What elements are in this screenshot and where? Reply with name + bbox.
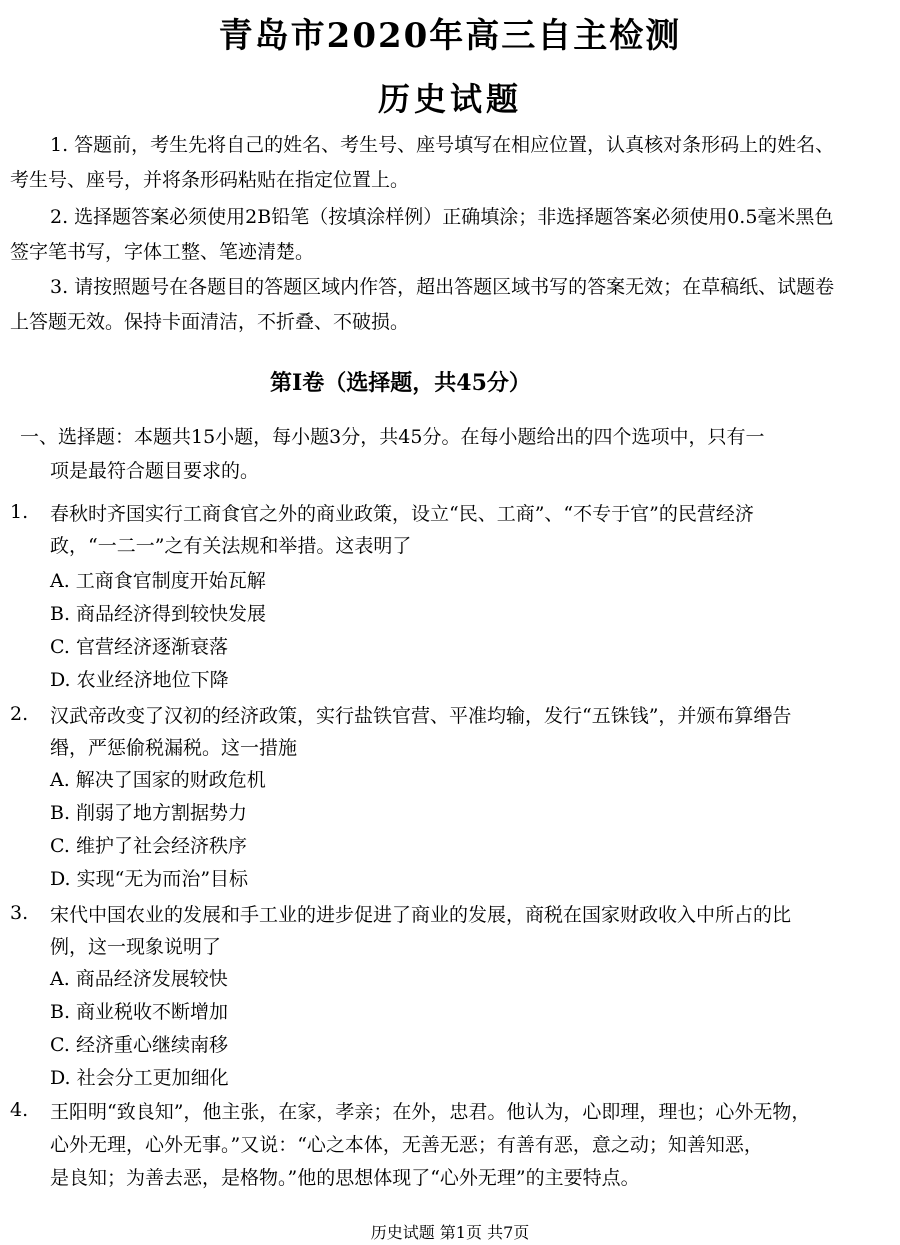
page-footer: 历史试题 第1页 共7页 [370, 1223, 530, 1242]
question-3-option-d: D. 社会分工更加细化 [50, 1067, 229, 1089]
question-2-option-b: B. 削弱了地方割据势力 [50, 802, 248, 824]
question-1-option-d: D. 农业经济地位下降 [50, 669, 229, 691]
question-3-option-b: B. 商业税收不断增加 [50, 1001, 229, 1023]
question-1-option-a: A. 工商食官制度开始瓦解 [50, 570, 266, 592]
section-intro-line2: 项是最符合题目要求的。 [50, 460, 260, 482]
exam-title: 青岛市2020年高三自主检测 [218, 16, 682, 56]
question-4-number: 4. [10, 1099, 29, 1121]
instruction-1: 1. 答题前，考生先将自己的姓名、考生号、座号填写在相应位置，认真核对条形码上的姓名、考生号、座号，并将条形码粘贴在指定位置上。 [10, 134, 835, 191]
question-1-option-b: B. 商品经济得到较快发展 [50, 603, 267, 625]
question-4-stem-line1: 王阳明“致良知”，他主张，在家，孝亲；在外，忠君。他认为，心即理，理也；心外无物， [50, 1101, 811, 1123]
question-3-option-c: C. 经济重心继续南移 [50, 1034, 228, 1056]
question-1-option-c: C. 官营经济逐渐衰落 [50, 636, 228, 658]
question-3-option-a: A. 商品经济发展较快 [50, 968, 228, 990]
question-4-stem-line2: 心外无理，心外无事。”又说：“心之本体，无善无恶；有善有恶，意之动；知善知恶， [50, 1134, 763, 1156]
question-3-stem-line2: 例，这一现象说明了 [50, 936, 222, 958]
question-3-number: 3. [10, 902, 29, 924]
question-2-number: 2. [10, 703, 29, 725]
question-1-number: 1. [10, 501, 29, 523]
section-title: 第I卷（选择题，共45分） [270, 370, 531, 396]
question-2-option-a: A. 解决了国家的财政危机 [50, 769, 266, 791]
question-1-stem-line2: 政，“一二一”之有关法规和举措。这表明了 [50, 535, 412, 557]
exam-subtitle: 历史试题 [377, 80, 522, 118]
question-2-stem-line1: 汉武帝改变了汉初的经济政策，实行盐铁官营、平准均输，发行“五铢钱”，并颁布算缗告 [50, 705, 792, 727]
question-3-stem-line1: 宋代中国农业的发展和手工业的进步促进了商业的发展，商税在国家财政收入中所占的比 [50, 904, 792, 926]
instruction-3: 3. 请按照题号在各题目的答题区域内作答，超出答题区域书写的答案无效；在草稿纸、试题卷上答题无效。保持卡面清洁，不折叠、不破损。 [10, 276, 835, 333]
question-1-stem-line1: 春秋时齐国实行工商食官之外的商业政策，设立“民、工商”、“不专于官”的民营经济 [50, 503, 754, 525]
question-4-stem-line3: 是良知；为善去恶，是格物。”他的思想体现了“心外无理”的主要特点。 [50, 1167, 640, 1189]
instruction-2: 2. 选择题答案必须使用2B铅笔（按填涂样例）正确填涂；非选择题答案必须使用0.5毫米黑色签字笔书写，字体工整、笔迹清楚。 [10, 206, 834, 263]
section-intro-line1: 一、选择题：本题共15小题，每小题3分，共45分。在每小题给出的四个选项中，只有一 [20, 426, 765, 448]
question-2-stem-line2: 缗，严惩偷税漏税。这一措施 [50, 737, 298, 759]
question-2-option-c: C. 维护了社会经济秩序 [50, 835, 247, 857]
question-2-option-d: D. 实现“无为而治”目标 [50, 868, 249, 890]
